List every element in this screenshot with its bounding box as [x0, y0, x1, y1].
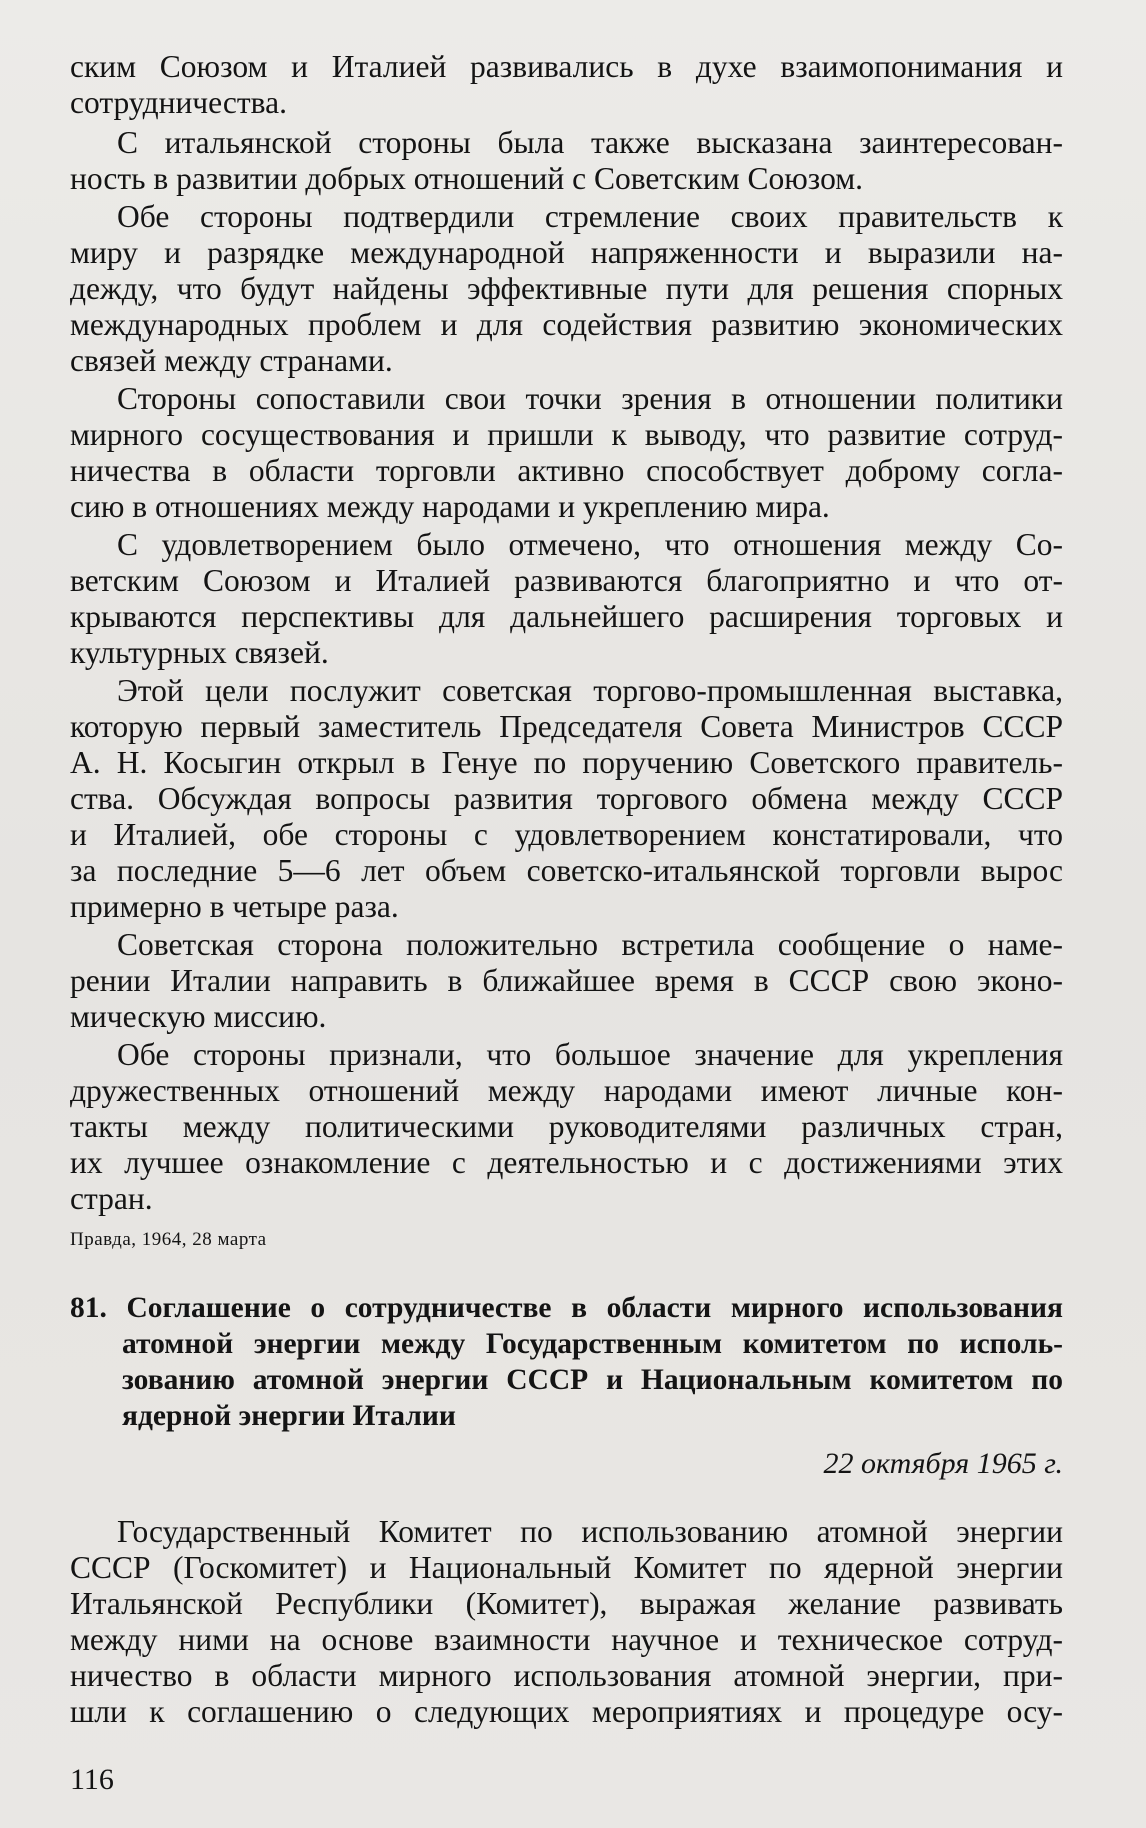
text-line: дружественных отношений между народами имеют личные кон- [70, 1073, 1063, 1108]
text-line: ским Союзом и Италией развивались в духе взаимопонимания и [70, 49, 1063, 84]
text-line: Обе стороны подтвердили стремление своих правительств к [117, 199, 1063, 234]
document-date: 22 октября 1965 г. [823, 1447, 1063, 1480]
text-line: ветским Союзом и Италией развиваются благоприятно и что от- [70, 563, 1063, 598]
text-line: мическую миссию. [70, 999, 327, 1034]
text-line: Государственный Комитет по использованию атомной энергии [117, 1514, 1063, 1549]
text-line: сотрудничества. [70, 85, 287, 120]
text-line: шли к соглашению о следующих мероприятиях и процедуре осу- [70, 1694, 1063, 1729]
text-line: стран. [70, 1181, 153, 1216]
text-line: крываются перспективы для дальнейшего расширения торговых и [70, 599, 1063, 634]
text-line: С итальянской стороны была также высказана заинтересован- [117, 125, 1063, 160]
text-line: примерно в четыре раза. [70, 889, 399, 924]
text-line: за последние 5—6 лет объем советско-итальянской торговли вырос [70, 853, 1063, 888]
text-line: сию в отношениях между народами и укреплению мира. [70, 489, 830, 524]
text-line: Обе стороны признали, что большое значение для укрепления [117, 1037, 1063, 1072]
section-heading-line: зованию атомной энергии СССР и Национальным комитетом по [122, 1364, 1063, 1396]
text-line: миру и разрядке международной напряженности и выразили на- [70, 235, 1063, 270]
text-line: Итальянской Республики (Комитет), выражая желание развивать [70, 1586, 1063, 1621]
source-citation: Правда, 1964, 28 марта [70, 1229, 267, 1250]
text-line: международных проблем и для содействия развитию экономических [70, 307, 1063, 342]
text-line: Советская сторона положительно встретила сообщение о наме- [117, 927, 1063, 962]
text-line: рении Италии направить в ближайшее время в СССР свою эконо- [70, 963, 1063, 998]
text-line: ничества в области торговли активно способствует доброму согла- [70, 453, 1063, 488]
text-line: связей между странами. [70, 343, 393, 378]
section-heading-line: 81. Соглашение о сотрудничестве в области мирного использования [70, 1292, 1063, 1324]
page-number: 116 [70, 1763, 114, 1796]
section-heading-line: ядерной энергии Италии [122, 1400, 456, 1432]
text-line: и Италией, обе стороны с удовлетворением констатировали, что [70, 817, 1063, 852]
text-line: культурных связей. [70, 635, 329, 670]
text-line: А. Н. Косыгин открыл в Генуе по поручению Советского правитель- [70, 745, 1063, 780]
text-line: дежду, что будут найдены эффективные пути для решения спорных [70, 271, 1063, 306]
text-line: между ними на основе взаимности научное и техническое сотруд- [70, 1622, 1063, 1657]
text-line: такты между политическими руководителями различных стран, [70, 1109, 1063, 1144]
text-line: ства. Обсуждая вопросы развития торгового обмена между СССР [70, 781, 1063, 816]
text-line: Стороны сопоставили свои точки зрения в отношении политики [117, 381, 1063, 416]
text-line: ничество в области мирного использования атомной энергии, при- [70, 1658, 1063, 1693]
text-line: ность в развитии добрых отношений с Советским Союзом. [70, 161, 864, 196]
text-line: СССР (Госкомитет) и Национальный Комитет по ядерной энергии [70, 1550, 1063, 1585]
text-line: мирного сосуществования и пришли к выводу, что развитие сотруд- [70, 417, 1063, 452]
text-line: С удовлетворением было отмечено, что отношения между Со- [117, 527, 1063, 562]
text-line: Этой цели послужит советская торгово-промышленная выставка, [117, 673, 1063, 708]
text-line: которую первый заместитель Председателя Совета Министров СССР [70, 709, 1063, 744]
text-line: их лучшее ознакомление с деятельностью и с достижениями этих [70, 1145, 1063, 1180]
section-heading-line: атомной энергии между Государственным комитетом по исполь- [122, 1328, 1063, 1360]
